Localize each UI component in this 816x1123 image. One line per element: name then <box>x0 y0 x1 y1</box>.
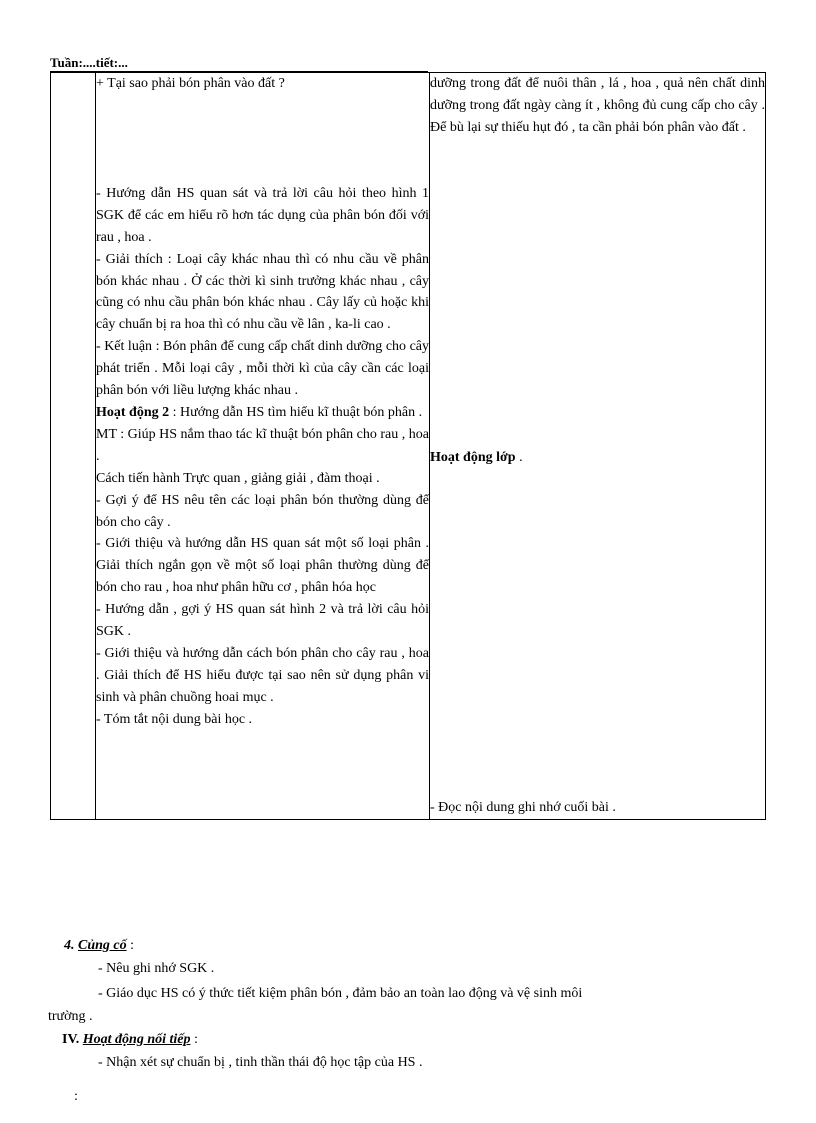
follow-up-item-1: - Nhận xét sự chuẩn bị , tinh thần thái độ học tập của HS . <box>98 1055 423 1070</box>
consolidation-item-2: - Giáo dục HS có ý thức tiết kiệm phân bón , đảm bảo an toàn lao động và vệ sinh môi <box>98 986 583 1001</box>
follow-up-heading <box>62 1029 198 1051</box>
explain-fertilizer-needs: - Giải thích : Loại cây khác nhau thì có nhu cầu về phân bón khác nhau . Ở các thời kì sinh trưởng khác nhau , cây cũng có nhu cầu phân bón khác nhau . Cây lấy củ hoặc khi cây chuẩn bị ra hoa thì có nhu cầu về lân , ka-li cao . <box>96 251 429 333</box>
teacher-activity-column <box>96 73 430 820</box>
answer-why-fertilize: dưỡng trong đất để nuôi thân , lá , hoa , quả nên chất dinh dưỡng trong đất ngày càng ít , không đủ cung cấp cho cây . Để bù lại sự thiếu hụt đó , ta cần phải bón phân vào đất . <box>430 76 765 135</box>
suggest-fertilizer-names: - Gợi ý để HS nêu tên các loại phân bón thường dùng để bón cho cây . <box>96 492 429 530</box>
week-period-header: Tuần:....tiết:... <box>50 55 428 72</box>
conclusion-fertilizing: - Kết luận : Bón phân để cung cấp chất dinh dưỡng cho cây phát triển . Mỗi loại cây , mỗi thời kì của cây cần các loại phân bón với liều lượng khác nhau . <box>96 339 429 399</box>
footer-mark: : <box>74 1089 78 1104</box>
objective-text: MT : Giúp HS nắm thao tác kĩ thuật bón phân cho rau , hoa . <box>96 426 429 464</box>
activity-2-desc: : Hướng dẫn HS tìm hiểu kĩ thuật bón phân . <box>169 404 423 420</box>
follow-up-colon: : <box>190 1032 198 1047</box>
lesson-summary: - Tóm tắt nội dung bài học . <box>96 711 253 727</box>
consolidation-colon: : <box>126 938 135 953</box>
activity-2-label: Hoạt động 2 <box>96 404 170 420</box>
consolidation-item-1: - Nêu ghi nhớ SGK . <box>98 961 215 976</box>
method-text: Cách tiến hành Trực quan , giảng giải , đàm thoại . <box>96 470 380 486</box>
consolidation-title: Củng cố <box>78 938 127 953</box>
introduce-fertilizer-types: - Giới thiệu và hướng dẫn HS quan sát một số loại phân . Giải thích ngắn gọn về một số loại phân thường dùng để bón cho rau , hoa như phân hữu cơ , phân hóa học <box>96 536 429 596</box>
lesson-table <box>50 72 766 820</box>
consolidation-item-2-cont: trường . <box>48 1009 93 1024</box>
consolidation-heading <box>64 935 134 957</box>
read-memo: - Đọc nội dung ghi nhớ cuối bài . <box>430 799 616 815</box>
follow-up-number: IV. <box>62 1032 80 1047</box>
activity-2-heading <box>96 402 429 424</box>
guide-observe-figure2: - Hướng dẫn , gợi ý HS quan sát hình 2 và trả lời câu hỏi SGK . <box>96 602 429 640</box>
follow-up-title: Hoạt động nối tiếp <box>82 1032 191 1047</box>
class-activity-dot: . <box>515 449 523 465</box>
student-activity-column <box>430 73 766 820</box>
fertilizing-technique: - Giới thiệu và hướng dẫn cách bón phân cho cây rau , hoa . Giải thích để HS hiểu được tại sao nên sử dụng phân vi sinh và phân chuồng hoai mục . <box>96 645 429 705</box>
time-column <box>51 73 96 820</box>
class-activity-label: Hoạt động lớp <box>430 449 516 465</box>
guide-observe-figure1: - Hướng dẫn HS quan sát và trả lời câu hỏi theo hình 1 SGK để các em hiểu rõ hơn tác dụng của phân bón đối với rau , hoa . <box>96 185 429 245</box>
consolidation-number: 4. <box>64 938 75 953</box>
question-why-fertilize: + Tại sao phải bón phân vào đất ? <box>96 76 285 91</box>
class-activity <box>430 447 765 469</box>
